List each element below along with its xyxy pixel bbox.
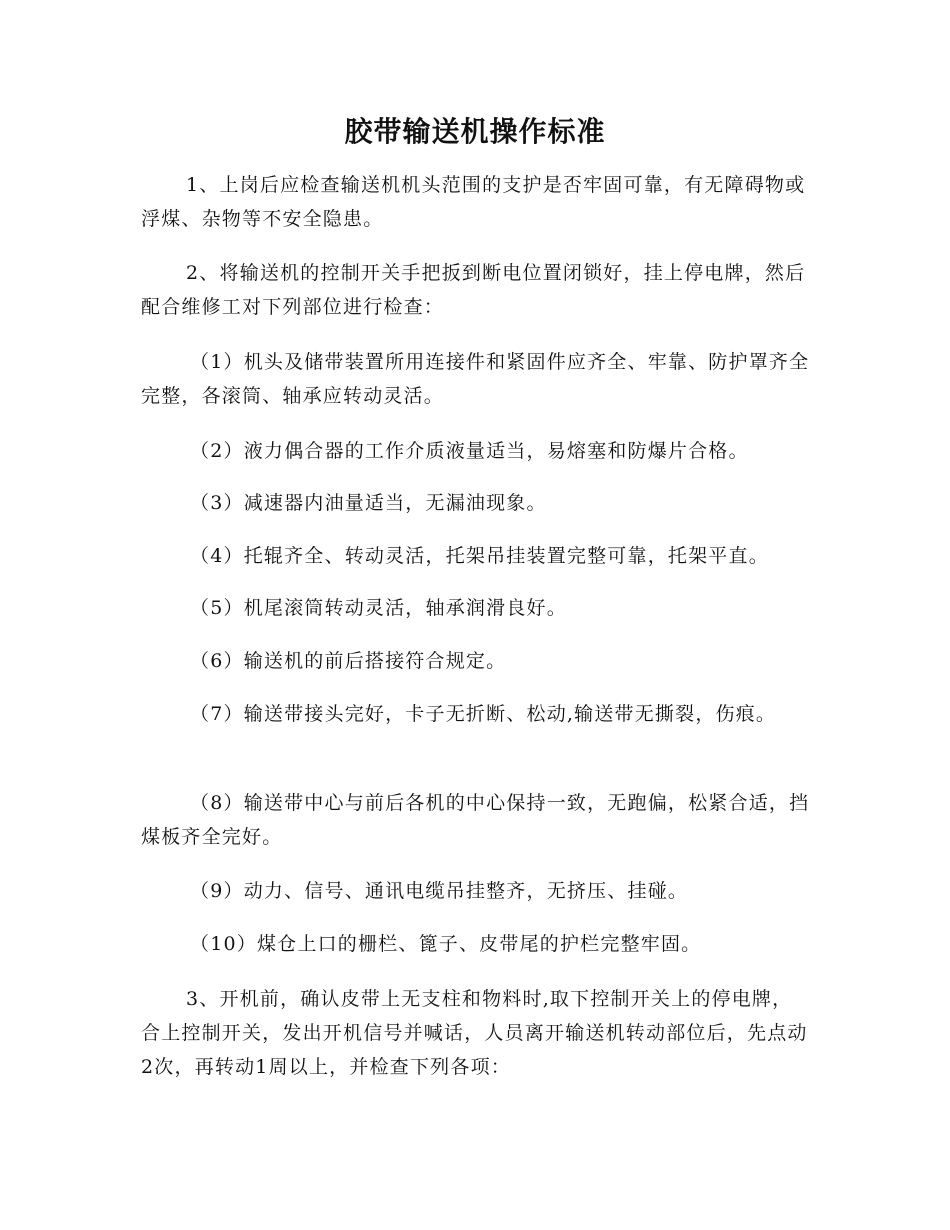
paragraph-item-4: （4）托辊齐全、转动灵活，托架吊挂装置完整可靠，托架平直。 [190,545,769,567]
paragraph-item-2: （2）液力偶合器的工作介质液量适当，易熔塞和防爆片合格。 [190,440,749,462]
paragraph-1: 1、上岗后应检查输送机机头范围的支护是否牢固可靠，有无障碍物或浮煤、杂物等不安全隐患。 [141,174,806,230]
paragraph-item-8: （8）输送带中心与前后各机的中心保持一致，无跑偏，松紧合适，挡煤板齐全完好。 [141,792,810,848]
paragraph-item-3: （3）减速器内油量适当，无漏油现象。 [190,492,547,514]
paragraph-item-5: （5）机尾滚筒转动灵活，轴承润滑良好。 [190,597,567,619]
paragraph-item-1: （1）机头及储带装置所用连接件和紧固件应齐全、牢靠、防护罩齐全完整，各滚筒、轴承应转动灵活。 [141,351,810,407]
paragraph-3: 3、开机前，确认皮带上无支柱和物料时,取下控制开关上的停电牌，合上控制开关，发出开机信号并喊话，人员离开输送机转动部位后，先点动2次，再转动1周以上，并检查下列各项： [141,988,808,1078]
document-title: 胶带输送机操作标准 [344,115,606,148]
paragraph-item-7: （7）输送带接头完好，卡子无折断、松动,输送带无撕裂，伤痕。 [190,703,777,725]
paragraph-item-6: （6）输送机的前后搭接符合规定。 [190,650,507,672]
paragraph-item-10: （10）煤仓上口的栅栏、篦子、皮带尾的护栏完整牢固。 [190,933,702,955]
paragraph-2: 2、将输送机的控制开关手把扳到断电位置闭锁好，挂上停电牌，然后配合维修工对下列部位进行检查： [141,262,806,318]
paragraph-item-9: （9）动力、信号、通讯电缆吊挂整齐，无挤压、挂碰。 [190,880,689,902]
